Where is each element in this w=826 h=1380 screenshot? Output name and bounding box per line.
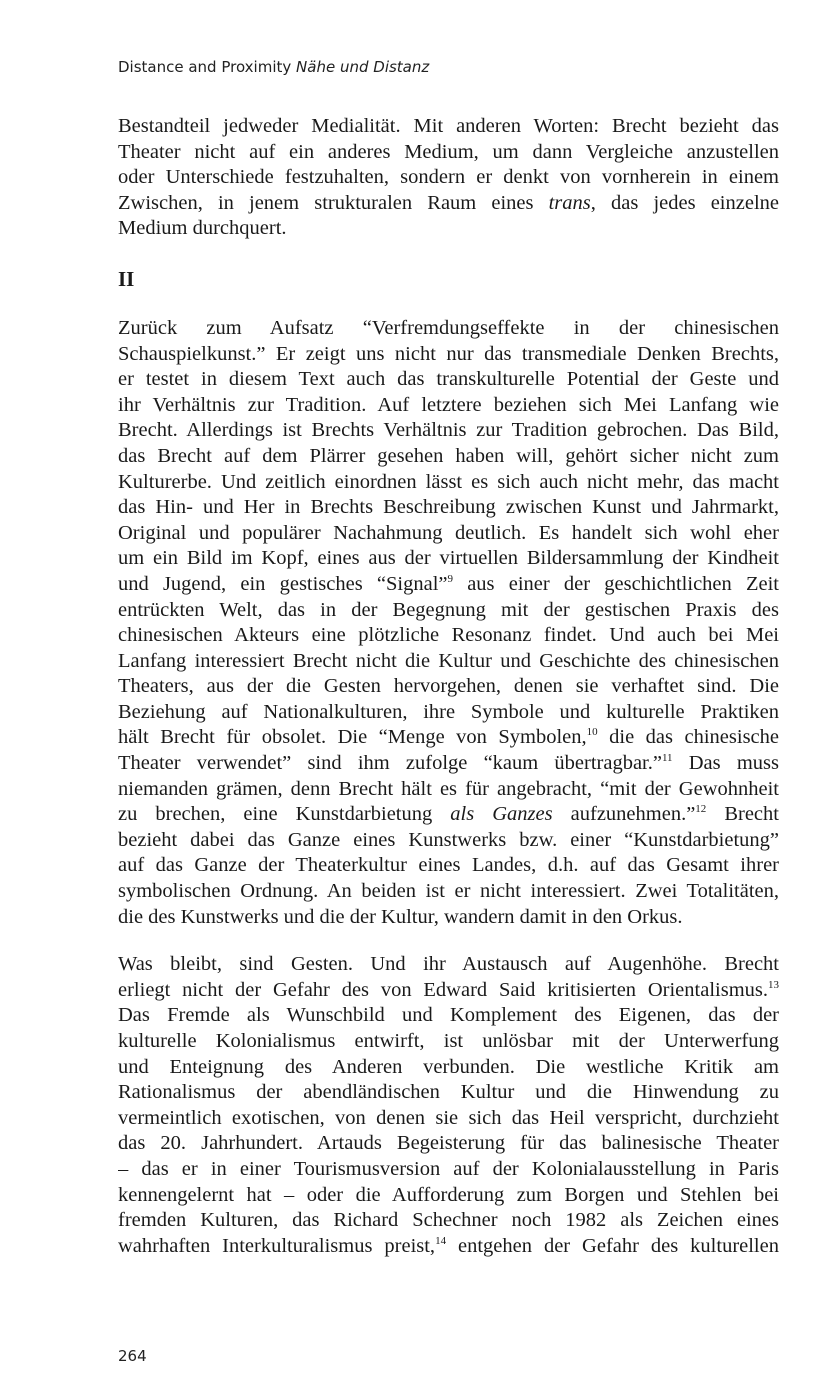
text-line: Theater verwendet” sind ihm zufolge “kaum übertragbar.”$^{11}$ Das muss <box>118 752 779 775</box>
running-head-subtitle: Nähe und Distanz <box>296 58 430 76</box>
text-line: Theater nicht auf ein anderes Medium, um dann Vergleiche anzustellen <box>118 140 779 163</box>
text-line: kennengelernt hat – oder die Aufforderung zum Borgen und Stehlen bei <box>118 1183 779 1206</box>
text-line: Theaters, aus der die Gesten hervorgehen, denen sie verhaftet sind. Die <box>118 675 779 698</box>
text-line: Das Fremde als Wunschbild und Komplement des Eigenen, das der <box>118 1004 779 1027</box>
text-line: hält Brecht für obsolet. Die “Menge von Symbolen,$^{10}$ die das chinesische <box>118 726 779 749</box>
text-line: die des Kunstwerks und die der Kultur, wandern damit in den Orkus. <box>118 905 683 928</box>
text-line: Schauspielkunst.” Er zeigt uns nicht nur das transmediale Denken Brechts, <box>118 342 779 365</box>
text-line: erliegt nicht der Gefahr des von Edward Said kritisierten Orientalismus.$^{13}$ <box>118 978 779 1001</box>
paragraph-2 <box>118 316 779 930</box>
section-heading: II <box>118 266 135 291</box>
footnote-ref-10[interactable]: 10 <box>586 726 598 739</box>
running-head <box>118 58 429 76</box>
emphasis-trans: trans <box>548 191 591 214</box>
text-line: um ein Bild im Kopf, eines aus der virtuellen Bildersammlung der Kindheit <box>118 547 779 570</box>
text-line: das Hin- und Her in Brechts Beschreibung zwischen Kunst und Jahrmarkt, <box>118 496 779 519</box>
footnote-ref-11[interactable]: 11 <box>661 752 673 765</box>
text-line: das 20. Jahrhundert. Artauds Begeisterung für das balinesische Theater <box>118 1132 779 1155</box>
text-line: auf das Ganze der Theaterkultur eines Landes, d.h. auf das Gesamt ihrer <box>118 854 779 877</box>
text-line: fremden Kulturen, das Richard Schechner noch 1982 als Zeichen eines <box>118 1209 779 1232</box>
text-line: er testet in diesem Text auch das transkulturelle Potential der Geste und <box>118 368 779 391</box>
text-line: Was bleibt, sind Gesten. Und ihr Austausch auf Augenhöhe. Brecht <box>118 953 779 976</box>
text-line: Zurück zum Aufsatz “Verfremdungseffekte in der chinesischen <box>118 316 779 339</box>
footnote-ref-13[interactable]: 13 <box>768 978 779 991</box>
text-line: Lanfang interessiert Brecht nicht die Kultur und Geschichte des chinesischen <box>118 649 779 672</box>
paragraph-3 <box>118 952 779 1259</box>
text-line: das Brecht auf dem Plärrer gesehen haben will, gehört sicher nicht zum <box>118 444 779 467</box>
text-line: Kulturerbe. Und zeitlich einordnen lässt es sich auch nicht mehr, das macht <box>118 470 779 493</box>
text-line: wahrhaften Interkulturalismus preist,$^{14}$ entgehen der Gefahr des kulturellen <box>118 1234 779 1257</box>
text-line: zu brechen, eine Kunstdarbietung als Ganzes aufzunehmen.”$^{12}$ Brecht <box>118 803 779 826</box>
text-line: ihr Verhältnis zur Tradition. Auf letztere beziehen sich Mei Lanfang wie <box>118 393 779 416</box>
text-line: niemanden grämen, denn Brecht hält es für angebracht, “mit der Gewohnheit <box>118 777 779 800</box>
text-line: kulturelle Kolonialismus entwirft, ist unlösbar mit der Unterwerfung <box>118 1030 779 1052</box>
text-line: Beziehung auf Nationalkulturen, ihre Symbole und kulturelle Praktiken <box>118 700 779 723</box>
text-line: vermeintlich exotischen, von denen sie sich das Heil verspricht, durchzieht <box>118 1106 779 1129</box>
text-line: Rationalismus der abendländischen Kultur und die Hinwendung zu <box>118 1081 779 1104</box>
paragraph-1 <box>118 114 779 242</box>
text-line: Brecht. Allerdings ist Brechts Verhältnis zur Tradition gebrochen. Das Bild, <box>118 419 779 442</box>
body-text <box>118 114 779 1259</box>
running-head-title: Distance and Proximity <box>118 58 292 76</box>
emphasis-als-ganzes: als Ganzes <box>450 803 553 826</box>
text-line: Zwischen, in jenem strukturalen Raum eines trans, das jedes einzelne <box>118 191 779 214</box>
footnote-ref-14[interactable]: 14 <box>435 1234 447 1247</box>
text-line: – das er in einer Tourismusversion auf der Kolonialausstellung in Paris <box>118 1157 779 1180</box>
text-line: Medium durchquert. <box>118 217 287 240</box>
footnote-ref-9[interactable]: 9 <box>447 572 453 585</box>
text-line: bezieht dabei das Ganze eines Kunstwerks bzw. einer “Kunstdarbietung” <box>118 828 779 851</box>
text-line: oder Unterschiede festzuhalten, sondern er denkt von vornherein in einem <box>118 166 779 189</box>
text-line: symbolischen Ordnung. An beiden ist er nicht interessiert. Zwei Totalitäten, <box>118 880 779 903</box>
text-line: chinesischen Akteurs eine plötzliche Resonanz findet. Und auch bei Mei <box>118 624 779 647</box>
page-number: 264 <box>118 1347 147 1365</box>
footnote-ref-12[interactable]: 12 <box>695 803 707 816</box>
text-line: Bestandteil jedweder Medialität. Mit anderen Worten: Brecht bezieht das <box>118 115 779 137</box>
text-line: und Enteignung des Anderen verbunden. Die westliche Kritik am <box>118 1055 779 1078</box>
text-line: Original und populärer Nachahmung deutlich. Es handelt sich wohl eher <box>118 521 779 544</box>
text-line: entrückten Welt, das in der Begegnung mit der gestischen Praxis des <box>118 598 779 621</box>
text-line: und Jugend, ein gestisches “Signal”$^9$ aus einer der geschichtlichen Zeit <box>118 572 779 595</box>
